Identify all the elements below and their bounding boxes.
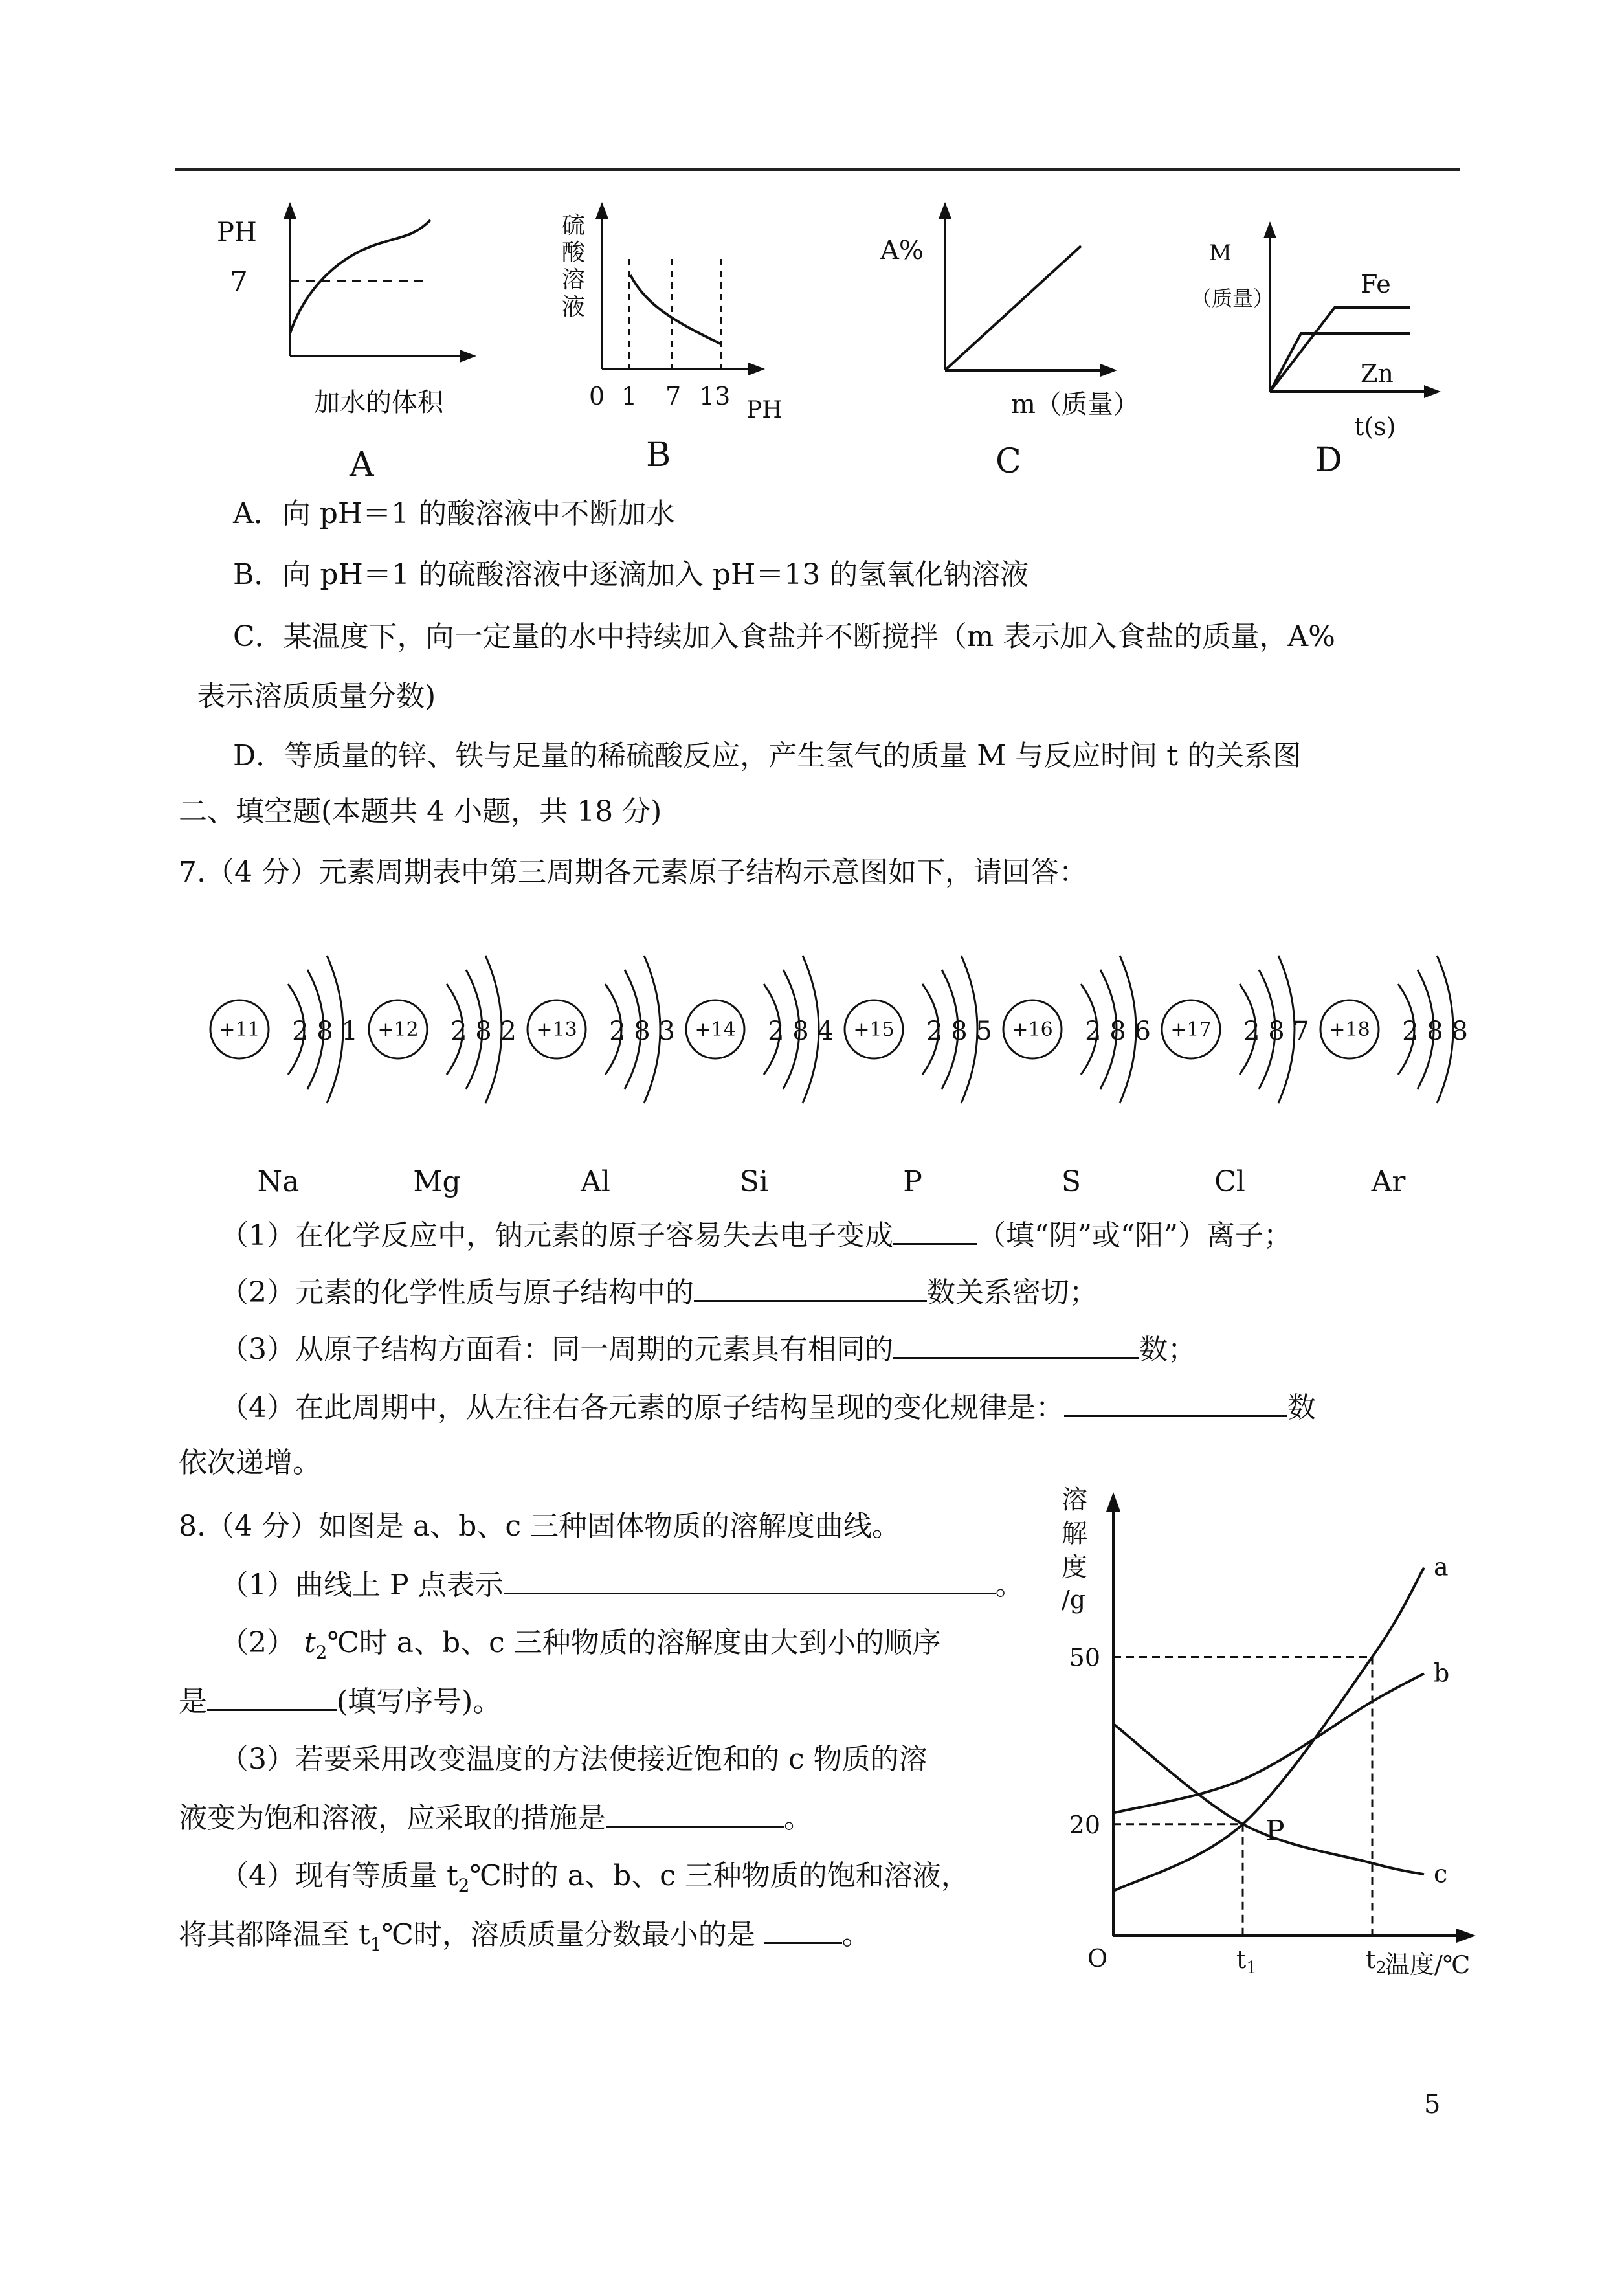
x-tick-t1: $t_1$ bbox=[1236, 1945, 1257, 1978]
fig-b-ylabel: 硫酸溶液 bbox=[562, 212, 586, 320]
fig-a-ytick: 7 bbox=[230, 265, 248, 298]
fig-b-xlabel: PH bbox=[746, 397, 783, 423]
figure-b bbox=[550, 194, 822, 479]
x-label: 温度/℃ bbox=[1385, 1951, 1471, 1979]
q8-p4-text-b: ℃时的 a、b、c 三种物质的饱和溶液， bbox=[469, 1859, 970, 1892]
atom-ar bbox=[1304, 926, 1468, 1211]
nucleus-label: +18 bbox=[1329, 1018, 1370, 1041]
fig-b-xtick-2: 7 bbox=[665, 382, 682, 410]
q8-p2-text-a: （2） bbox=[220, 1626, 304, 1659]
fig-c-xlabel: m（质量） bbox=[1011, 390, 1139, 419]
q8-p4-sub2: 1 bbox=[370, 1933, 382, 1955]
nucleus-label: +17 bbox=[1170, 1018, 1212, 1041]
q8-p4-text-c: 将其都降温至 t bbox=[179, 1918, 370, 1951]
nucleus-label: +12 bbox=[377, 1018, 419, 1041]
element-symbol: Cl bbox=[1214, 1165, 1245, 1198]
fig-d-series-fe: Fe bbox=[1361, 270, 1391, 298]
q8-p4-sub: 2 bbox=[458, 1874, 470, 1896]
figure-a bbox=[194, 194, 492, 492]
fig-b-xtick-3: 13 bbox=[699, 382, 731, 410]
header-rule bbox=[175, 168, 1460, 171]
series-b-label: b bbox=[1434, 1659, 1450, 1688]
q7-p3 bbox=[220, 1331, 1196, 1368]
fig-d-ylabel: M bbox=[1209, 240, 1232, 266]
atom-mg bbox=[353, 926, 517, 1211]
y-label-4: /g bbox=[1062, 1585, 1086, 1614]
fig-d-letter: D bbox=[1315, 441, 1342, 480]
atom-al bbox=[511, 926, 675, 1211]
atom-p bbox=[829, 926, 992, 1211]
atom-cl bbox=[1146, 926, 1309, 1211]
shell-electrons: 2 8 1 bbox=[292, 1016, 358, 1046]
origin-label: O bbox=[1087, 1944, 1108, 1973]
point-p-label: P bbox=[1265, 1814, 1285, 1848]
shell-electrons: 2 8 8 bbox=[1402, 1016, 1468, 1046]
q7-p4 bbox=[220, 1389, 1316, 1426]
q8-p2 bbox=[220, 1625, 941, 1671]
q7-p2 bbox=[220, 1274, 1098, 1311]
y-label-1: 溶 bbox=[1062, 1485, 1087, 1515]
q8-p3: （3）若要采用改变温度的方法使接近饱和的 c 物质的溶 bbox=[220, 1743, 928, 1776]
q8-p4-text-e: 。 bbox=[841, 1918, 871, 1951]
element-symbol: Mg bbox=[413, 1165, 461, 1198]
q8-p1-text-b: 。 bbox=[995, 1569, 1024, 1602]
fig-b-letter: B bbox=[646, 436, 671, 475]
shell-electrons: 2 8 7 bbox=[1243, 1016, 1309, 1046]
atom-diagrams bbox=[194, 926, 1489, 1211]
series-c-label: c bbox=[1434, 1859, 1448, 1888]
q8-p2-text-c: 是 bbox=[179, 1685, 207, 1718]
fig-b-xtick-1: 1 bbox=[621, 382, 638, 410]
shell-electrons: 2 8 6 bbox=[1085, 1016, 1151, 1046]
q8-p1-text-a: （1）曲线上 P 点表示 bbox=[220, 1569, 504, 1602]
q7-p4-text-a: （4）在此周期中，从左往右各元素的原子结构呈现的变化规律是： bbox=[220, 1391, 1064, 1424]
section-title: 二、填空题(本题共 4 小题，共 18 分) bbox=[179, 795, 662, 828]
element-symbol: S bbox=[1061, 1165, 1082, 1198]
y-axis-arrow bbox=[1106, 1492, 1120, 1512]
q7-p4-cont: 依次递增。 bbox=[179, 1446, 321, 1479]
x-axis-arrow bbox=[1456, 1929, 1476, 1943]
q7-p1-text-a: （1）在化学反应中，钠元素的原子容易失去电子变成 bbox=[220, 1219, 893, 1252]
option-b: B．向 pH＝1 的硫酸溶液中逐滴加入 pH＝13 的氢氧化钠溶液 bbox=[233, 558, 1029, 591]
q7-p1-blank[interactable] bbox=[893, 1217, 977, 1245]
q8-p3-text-c: 。 bbox=[784, 1802, 812, 1835]
q8-p4-cont bbox=[179, 1916, 871, 1963]
nucleus-label: +15 bbox=[853, 1018, 895, 1041]
element-symbol: Ar bbox=[1371, 1165, 1406, 1198]
q8-p3-blank[interactable] bbox=[606, 1800, 784, 1828]
q8-p4 bbox=[220, 1858, 970, 1904]
q7-p2-blank[interactable] bbox=[694, 1274, 927, 1302]
q7-p4-text-b: 数 bbox=[1287, 1391, 1316, 1424]
q8-p2-text-b: ℃时 a、b、c 三种物质的溶解度由大到小的顺序 bbox=[327, 1626, 941, 1659]
shell-electrons: 2 8 4 bbox=[768, 1016, 834, 1046]
element-symbol: Al bbox=[581, 1165, 610, 1198]
fig-a-letter: A bbox=[350, 445, 374, 484]
solubility-chart bbox=[1042, 1482, 1495, 2000]
page-number: 5 bbox=[1424, 2090, 1441, 2120]
atom-si bbox=[670, 926, 834, 1211]
series-a-label: a bbox=[1434, 1552, 1449, 1582]
nucleus-label: +13 bbox=[536, 1018, 577, 1041]
q8-p1 bbox=[220, 1567, 1024, 1604]
y-label-2: 解 bbox=[1062, 1519, 1087, 1549]
y-tick-20: 20 bbox=[1069, 1810, 1100, 1839]
nucleus-label: +16 bbox=[1012, 1018, 1053, 1041]
q8-p4-text-d: ℃时，溶质质量分数最小的是 bbox=[381, 1918, 764, 1951]
series-b-line bbox=[1113, 1673, 1424, 1813]
q7-p2-text-b: 数关系密切； bbox=[927, 1276, 1098, 1309]
x-tick-t2: $t_2$ bbox=[1366, 1945, 1386, 1978]
q8-p2-text-d: (填写序号)。 bbox=[337, 1685, 502, 1718]
fig-d-xlabel: t(s) bbox=[1354, 412, 1396, 441]
option-d: D．等质量的锌、铁与足量的稀硫酸反应，产生氢气的质量 M 与反应时间 t 的关系图 bbox=[233, 739, 1301, 772]
q8-p4-text-a: （4）现有等质量 t bbox=[220, 1859, 458, 1892]
q8-p2-cont bbox=[179, 1683, 501, 1720]
fig-c-letter: C bbox=[996, 442, 1021, 481]
nucleus-label: +11 bbox=[219, 1018, 260, 1041]
q7-p1 bbox=[220, 1217, 1292, 1254]
shell-electrons: 2 8 2 bbox=[450, 1016, 517, 1046]
element-symbol: Na bbox=[257, 1165, 300, 1198]
q7-stem: 7.（4 分）元素周期表中第三周期各元素原子结构示意图如下，请回答： bbox=[179, 856, 1087, 889]
q8-p2-sub: 2 bbox=[315, 1641, 328, 1663]
element-symbol: P bbox=[903, 1165, 922, 1198]
option-a: A．向 pH＝1 的酸溶液中不断加水 bbox=[233, 497, 675, 530]
q8-p4-blank[interactable] bbox=[764, 1916, 842, 1944]
q7-p3-blank[interactable] bbox=[893, 1331, 1139, 1359]
option-c-line2: 表示溶质质量分数) bbox=[197, 680, 436, 713]
fig-c-ylabel: A% bbox=[880, 236, 924, 265]
q7-p1-text-b: （填“阴”或“阳”）离子； bbox=[977, 1219, 1292, 1252]
atom-s bbox=[987, 926, 1151, 1211]
fig-d-series-zn: Zn bbox=[1361, 359, 1394, 388]
q7-p3-text-a: （3）从原子结构方面看：同一周期的元素具有相同的 bbox=[220, 1333, 893, 1366]
fig-a-xlabel: 加水的体积 bbox=[314, 388, 443, 418]
fig-b-xtick-0: 0 bbox=[589, 382, 605, 410]
figure-d bbox=[1191, 194, 1463, 492]
shell-electrons: 2 8 5 bbox=[926, 1016, 992, 1046]
q7-p2-text-a: （2）元素的化学性质与原子结构中的 bbox=[220, 1276, 694, 1309]
q8-stem: 8.（4 分）如图是 a、b、c 三种固体物质的溶解度曲线。 bbox=[179, 1510, 900, 1543]
q8-p1-blank[interactable] bbox=[504, 1567, 996, 1594]
y-label-3: 度 bbox=[1062, 1552, 1087, 1582]
q8-p3-cont bbox=[179, 1800, 812, 1837]
element-symbol: Si bbox=[739, 1165, 769, 1198]
shell-electrons: 2 8 3 bbox=[609, 1016, 675, 1046]
q7-p4-blank[interactable] bbox=[1064, 1389, 1287, 1417]
y-tick-50: 50 bbox=[1069, 1643, 1100, 1672]
option-c-line1: C．某温度下，向一定量的水中持续加入食盐并不断搅拌（m 表示加入食盐的质量，A% bbox=[233, 620, 1335, 653]
fig-d-ylabel2: （质量） bbox=[1191, 286, 1274, 311]
q8-p3-text-b: 液变为饱和溶液，应采取的措施是 bbox=[179, 1802, 606, 1835]
nucleus-label: +14 bbox=[695, 1018, 736, 1041]
atom-na bbox=[194, 926, 358, 1211]
q8-p2-t: t bbox=[304, 1626, 316, 1659]
q7-p3-text-b: 数； bbox=[1139, 1333, 1196, 1366]
q8-p2-blank[interactable] bbox=[207, 1683, 337, 1711]
fig-a-ylabel: PH bbox=[217, 218, 257, 247]
figure-c bbox=[867, 194, 1178, 492]
